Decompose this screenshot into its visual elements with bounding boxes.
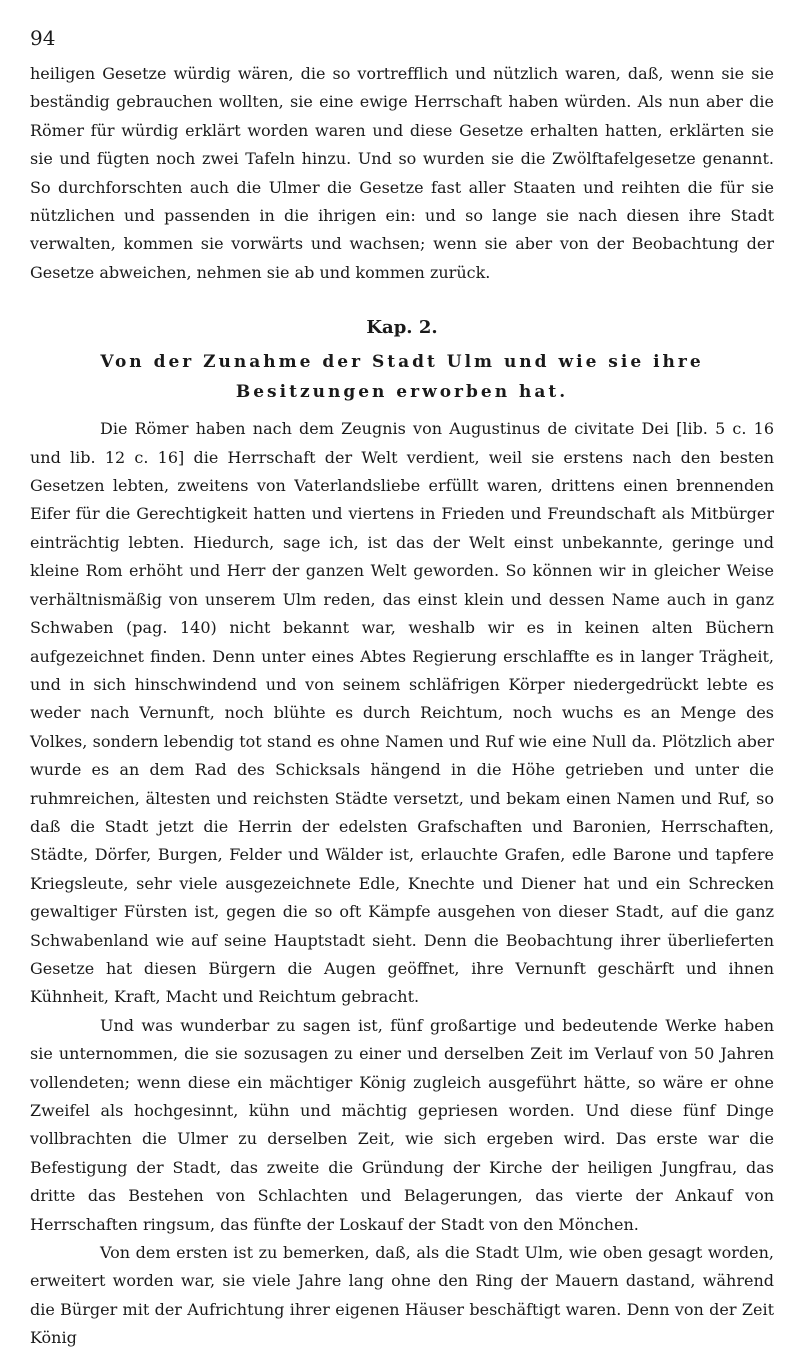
chapter-title: Von der Zunahme der Stadt Ulm und wie sie ihre Besitzungen erworben hat. (100, 352, 704, 403)
book-page (30, 26, 774, 1353)
paragraph: Die Römer haben nach dem Zeugnis von Augustinus de civitate Dei [lib. 5 c. 16 und lib. 12 c. 16] die Herrschaft der Welt verdient, weil sie erstens nach den besten Gesetzen lebten, zweitens von Vaterlandsliebe erfüllt waren, drittens einen brennenden Eifer für die Gerechtigkeit hatten und viertens in Frieden und Freundschaft als Mitbürger einträchtig lebten. Hiedurch, sage ich, ist das der Welt einst unbekannte, geringe und kleine Rom erhöht und Herr der ganzen Welt geworden. So können wir in gleicher Weise verhältnismäßig von unserem Ulm reden, das einst klein und dessen Name auch in ganz Schwaben (pag. 140) nicht bekannt war, weshalb wir es in keinen alten Büchern aufgezeichnet finden. Denn unter eines Abtes Regierung erschlaffte es in langer Trägheit, und in sich hinschwindend und von seinem schläfrigen Körper niedergedrückt lebte es weder nach Vernunft, noch blühte es durch Reichtum, noch wuchs es an Menge des Volkes, sondern lebendig tot stand es ohne Namen und Ruf wie eine Null da. Plötzlich aber wurde es an dem Rad des Schicksals hängend in die Höhe getrieben und unter die ruhmreichen, ältesten und reichsten Städte versetzt, und bekam einen Namen und Ruf, so daß die Stadt jetzt die Herrin der edelsten Grafschaften und Baronien, Herrschaften, Städte, Dörfer, Burgen, Felder und Wälder ist, erlauchte Grafen, edle Barone und tapfere Kriegsleute, sehr viele ausgezeichnete Edle, Knechte und Diener hat und ein Schrecken gewaltiger Fürsten ist, gegen die so oft Kämpfe ausgehen von dieser Stadt, auf die ganz Schwabenland wie auf seine Hauptstadt sieht. Denn die Beobachtung ihrer überlieferten Gesetze hat diesen Bürgern die Augen geöffnet, ihre Vernunft geschärft und ihnen Kühnheit, Kraft, Macht und Reichtum gebracht. (30, 419, 774, 1007)
paragraph-continuation: heiligen Gesetze würdig wären, die so vortrefflich und nützlich waren, daß, wenn sie sie beständig gebrauchen wollten, sie eine ewige Herrschaft haben würden. Als nun aber die Römer für würdig erklärt worden waren und diese Gesetze erhalten hatten, erklärten sie sie und fügten noch zwei Tafeln hinzu. Und so wurden sie die Zwölftafelgesetze genannt. So durchforschten auch die Ulmer die Gesetze fast aller Staaten und reihten die für sie nützlichen und passenden in die ihrigen ein: und so lange sie nach diesen ihre Stadt verwalten, kommen sie vorwärts und wachsen; wenn sie aber von der Beobachtung der Gesetze abweichen, nehmen sie ab und kommen zurück. (30, 64, 774, 282)
paragraph: Und was wunderbar zu sagen ist, fünf großartige und bedeutende Werke haben sie unternommen, die sie sozusagen zu einer und derselben Zeit im Verlauf von 50 Jahren vollendeten; wenn diese ein mächtiger König zugleich ausgeführt hätte, so wäre er ohne Zweifel als hochgesinnt, kühn und mächtig gepriesen worden. Und diese fünf Dinge vollbrachten die Ulmer zu derselben Zeit, wie sich ergeben wird. Das erste war die Befestigung der Stadt, das zweite die Gründung der Kirche der heiligen Jungfrau, das dritte das Bestehen von Schlachten und Belagerungen, das vierte der Ankauf von Herrschaften ringsum, das fünfte der Loskauf der Stadt von den Mönchen. (30, 1015, 774, 1234)
chapter-number: Kap. 2. (366, 317, 438, 339)
paragraph: Von dem ersten ist zu bemerken, daß, als die Stadt Ulm, wie oben gesagt worden, erweitert worden war, sie viele Jahre lang ohne den Ring der Mauern dastand, während die Bürger mit der Aufrichtung ihrer eigenen Häuser beschäftigt waren. Denn von der Zeit König (30, 1243, 774, 1348)
page-number: 94 (30, 26, 56, 50)
